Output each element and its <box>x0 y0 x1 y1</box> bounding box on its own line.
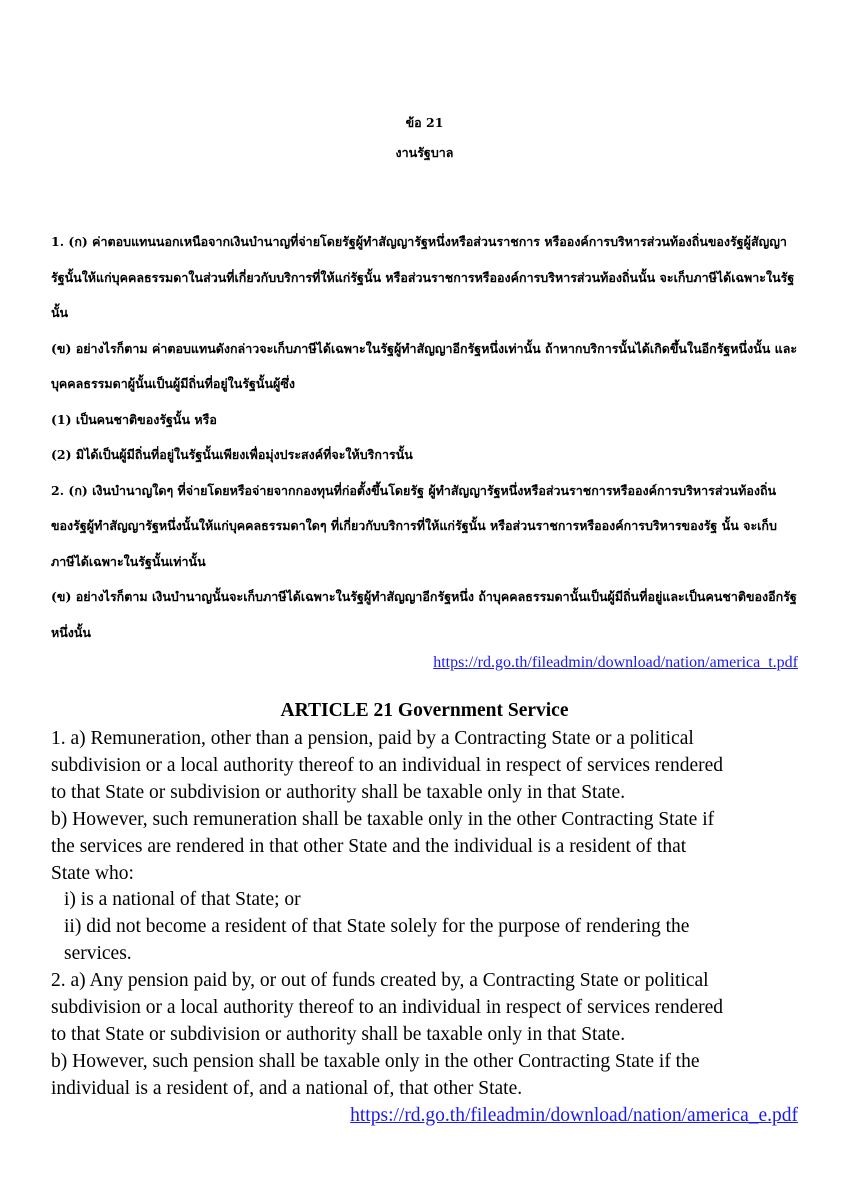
thai-article-title: งานรัฐบาล <box>395 145 454 160</box>
thai-paragraph-1b-i: (1) เป็นคนชาติของรัฐนั้น หรือ <box>51 411 217 427</box>
english-line: State who: <box>51 862 134 884</box>
english-sub-item: ii) did not become a resident of that State solely for the purpose of rendering the <box>64 916 690 938</box>
english-section <box>51 696 798 1131</box>
thai-paragraph-1b: (ข) อย่างไรก็ตาม ค่าตอบแทนดังกล่าวจะเก็บภาษีได้เฉพาะในรัฐผู้ทำสัญญาอีกรัฐหนึ่งเท่านั้น ถ้าหากบริการนั้นได้เกิดขึ้นในอีกรัฐหนึ่งนั้น และบุคคลธรรมดาผู้นั้นเป็นผู้มีถิ่นที่อยู่ในรัฐนั้นผู้ซึ่ง <box>51 340 798 391</box>
english-sub-item: services. <box>64 943 132 965</box>
english-line: subdivision or a local authority thereof to an individual in respect of services rendered <box>51 997 723 1019</box>
english-line: 2. a) Any pension paid by, or out of funds created by, a Contracting State or political <box>51 970 709 992</box>
english-line: to that State or subdivision or authority shall be taxable only in that State. <box>51 1023 626 1045</box>
thai-section <box>51 108 798 678</box>
english-line: the services are rendered in that other State and the individual is a resident of that <box>51 835 687 857</box>
english-line: subdivision or a local authority thereof to an individual in respect of services rendered <box>51 754 723 776</box>
thai-source-link[interactable]: https://rd.go.th/fileadmin/download/nation/america_t.pdf <box>433 654 798 671</box>
thai-paragraph-2a: 2. (ก) เงินบำนาญใดๆ ที่จ่ายโดยหรือจ่ายจากกองทุนที่ก่อตั้งขึ้นโดยรัฐ ผู้ทำสัญญารัฐหนึ่งหรือส่วนราชการหรือองค์การบริหารส่วนท้องถิ่นของรัฐผู้ทำสัญญารัฐหนึ่งนั้นให้แก่บุคคลธรรมดาใดๆ ที่เกี่ยวกับบริการที่ให้แก่รัฐนั้น หรือส่วนราชการหรือองค์การบริหารของรัฐ นั้น จะเก็บภาษีได้เฉพาะในรัฐนั้นเท่านั้น <box>51 482 777 569</box>
english-article-title: ARTICLE 21 Government Service <box>280 700 569 721</box>
english-line: b) However, such pension shall be taxable only in the other Contracting State if the <box>51 1050 700 1072</box>
english-line: b) However, such remuneration shall be taxable only in the other Contracting State if <box>51 808 715 830</box>
english-sub-item: i) is a national of that State; or <box>64 889 301 911</box>
english-source-link[interactable]: https://rd.go.th/fileadmin/download/nation/america_e.pdf <box>350 1104 798 1126</box>
thai-paragraph-1a: 1. (ก) ค่าตอบแทนนอกเหนือจากเงินบำนาญที่จ่ายโดยรัฐผู้ทำสัญญารัฐหนึ่งหรือส่วนราชการ หรือองค์การบริหารส่วนท้องถิ่นของรัฐผู้สัญญารัฐนั้นให้แก่บุคคลธรรมดาในส่วนที่เกี่ยวกับบริการที่ให้แก่รัฐนั้น หรือส่วนราชการหรือองค์การบริหารส่วนท้องถิ่นนั้น จะเก็บภาษีได้เฉพาะในรัฐนั้น <box>51 234 795 320</box>
thai-paragraph-2b: (ข) อย่างไรก็ตาม เงินบำนาญนั้นจะเก็บภาษีได้เฉพาะในรัฐผู้ทำสัญญาอีกรัฐหนึ่ง ถ้าบุคคลธรรมดานั้นเป็นผู้มีถิ่นที่อยู่และเป็นคนชาติของอีกรัฐหนึ่งนั้น <box>51 589 797 640</box>
thai-article-number: ข้อ 21 <box>405 115 444 130</box>
english-line: individual is a resident of, and a national of, that other State. <box>51 1077 523 1099</box>
thai-paragraph-1b-ii: (2) มิได้เป็นผู้มีถิ่นที่อยู่ในรัฐนั้นเพียงเพื่อมุ่งประสงค์ที่จะให้บริการนั้น <box>51 447 413 462</box>
english-line: 1. a) Remuneration, other than a pension, paid by a Contracting State or a political <box>51 728 694 749</box>
english-line: to that State or subdivision or authority shall be taxable only in that State. <box>51 781 626 803</box>
